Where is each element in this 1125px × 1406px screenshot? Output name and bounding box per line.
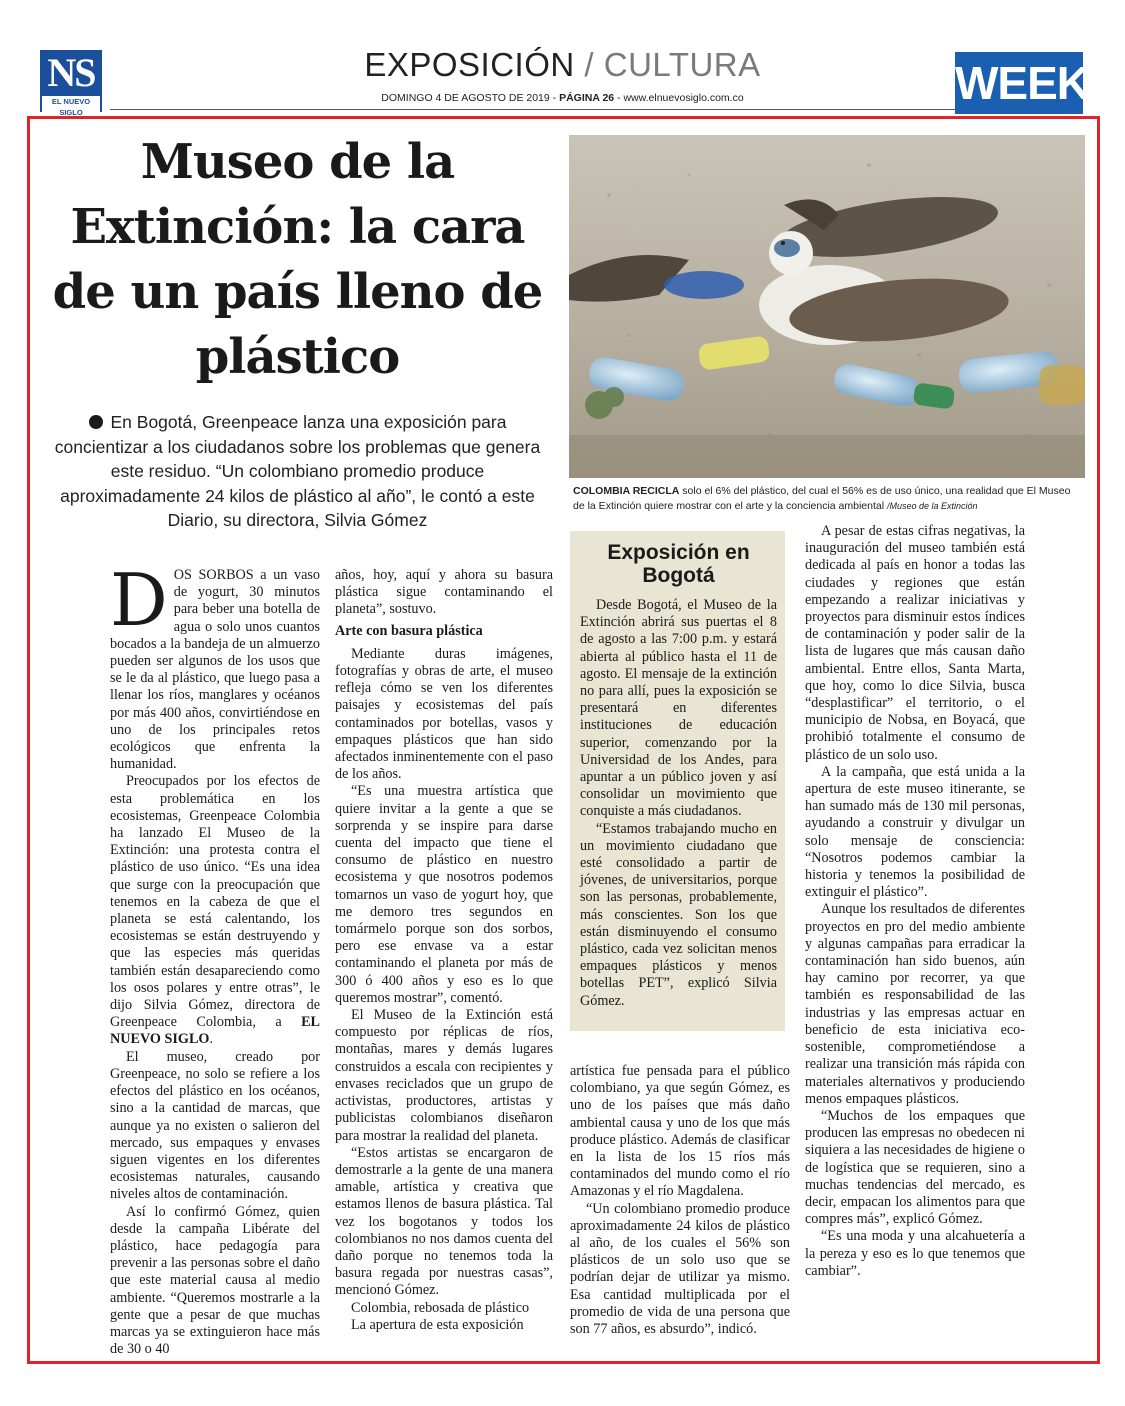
- paragraph-text: Preocupados por los efectos de esta problemática en los ecosistemas, Greenpeace Colombia ha lanzado El Museo de la Extinción: una protesta contra el plástico de uso único. “Es una idea que surge con la preocupación que tenemos en la cabeza de que el planeta se está calentando, los ecosistemas se están destruyendo y que las especies más queridas también están desapareciendo como los osos polares y entre otras”, le dijo Silvia Gómez, directora de Greenpeace Colombia, a: [110, 773, 320, 1031]
- sidebar-paragraph: “Estamos trabajando mucho en un movimiento ciudadano que esté consolidado a partir de jóvenes, de universitarios, porque son las personas, probablemente, más conscientes. Son los que están disminuyendo el consumo plástico, cada vez solicitan menos empaques plásticos y menos botellas PET”, explicó Silvia Gómez.: [580, 820, 777, 1009]
- logo-initials: NS: [47, 50, 95, 95]
- section-name: EXPOSICIÓN: [364, 46, 575, 83]
- dateline-page: PÁGINA 26: [559, 92, 615, 104]
- article-column-1: [110, 558, 320, 1358]
- sidebar-box: [570, 531, 785, 1031]
- body-paragraph: [110, 773, 320, 1048]
- sidebar-body: [580, 597, 777, 1010]
- article-column-3: [570, 1063, 790, 1353]
- body-paragraph: El museo, creado por Greenpeace, no solo se refiere a los efectos del plástico en los océanos, sino a la cantidad de marcas, que aunque ya no existen o salieron del mercado, sus empaques y envases siguen vigentes en los diferentes ecosistemas naturales, causando niveles altos de contaminación.: [110, 1048, 320, 1203]
- drop-cap: D: [110, 558, 168, 642]
- body-paragraph: “Es una muestra artística que quiere invitar a la gente a que se sorprenda y se inspire para darse cuenta del impacto que tiene el consumo de plástico en nuestro ecosistema y que nosotros podemos tomarnos un vaso de yogurt hoy, que me demoro tres segundos en tomármelo porque son dos sorbos, pero ese envase va a estar contaminando el planeta por más de 300 ó 400 años y eso es lo que queremos mostrar”, comentó.: [335, 783, 553, 1006]
- dateline: [230, 92, 895, 104]
- article-column-2: [335, 567, 553, 1347]
- bullet-icon: [89, 415, 103, 429]
- body-paragraph: artística fue pensada para el público colombiano, ya que según Gómez, es uno de los países que más daño ambiental causa y uno de los que más produce plástico. Además de clasificar en la lista de los 15 ríos más contaminados del mundo como el río Amazonas y el río Magdalena.: [570, 1063, 790, 1200]
- dateline-url: - www.elnuevosiglo.com.co: [614, 92, 744, 104]
- article-photo[interactable]: [569, 135, 1085, 478]
- body-paragraph: “Muchos de los empaques que producen las empresas no obedecen ni siquiera a las necesidades de higiene o de logística que se requieren, sino a muchas tendencias del mercado, es decir, empacan los alimentos para que compres más”, explicó Gómez.: [805, 1107, 1025, 1228]
- dateline-date: DOMINGO 4 DE AGOSTO DE 2019 -: [381, 92, 560, 104]
- photo-booby-bird-plastic-beach: [569, 135, 1085, 478]
- body-paragraph: “Estos artistas se encargaron de demostrarle a la gente de una manera amable, artística y creativa que estamos llenos de basura plástica. Tal vez los bogotanos y todos los colombianos no nos damos cuenta del daño porque no tenemos toda la basura regada por nuestras casas”, mencionó Gómez.: [335, 1144, 553, 1299]
- body-paragraph: A pesar de estas cifras negativas, la inauguración del museo también está dedicada al país en honor a todas las ciudades y regiones que están empezando a realizar iniciativas y proyectos para disminuir estos índices de contaminación y poder salir de la lista de lugares que más causan daño ambiental. Entre ellos, Santa Marta, que hoy, como lo dice Silvia, busca “desplastificar” el territorio, o el municipio de Nobsa, en Boyacá, que prohibió totalmente el consumo de plástico de un solo uso.: [805, 523, 1025, 763]
- week-logo[interactable]: WEEK: [955, 52, 1083, 114]
- article-column-4: [805, 523, 1025, 1353]
- paragraph-text: OS SORBOS a un vaso de yogurt, 30 minutos para beber una botella de agua o solo unos cuantos bocados a la bandeja de un almuerzo pueden ser algunos de los usos que se le da al plástico, que luego pasa a llenar los ríos, manglares y océanos por más 400 años, convirtiéndose en uno de los principales retos ecológicos que enfrenta la humanidad.: [110, 567, 320, 773]
- sidebar-title: Exposición en Bogotá: [607, 541, 750, 587]
- newspaper-name: EL NUEVO SIGLO: [110, 1014, 320, 1048]
- body-paragraph: años, hoy, aquí y ahora su basura plástica sigue contaminando el planeta”, sostuvo.: [335, 567, 553, 618]
- body-paragraph: A la campaña, que está unida a la apertura de este museo itinerante, se han sumado más de 130 mil personas, ayudando a construir y divulgar un solo mensaje de consciencia: “Nosotros podemos cambiar la historia y tenemos la posibilidad de extinguir el plástico”.: [805, 763, 1025, 901]
- body-paragraph: “Es una moda y una alcahuetería a la pereza y eso es lo que tenemos que cambiar”.: [805, 1228, 1025, 1279]
- body-paragraph: El Museo de la Extinción está compuesto por réplicas de ríos, montañas, mares y demás lugares construidos a escala con recipientes y envases reciclados que un grupo de activistas, productores, artistas y publicistas colombianos diseñaron para mostrar la realidad del planeta.: [335, 1007, 553, 1144]
- body-paragraph: Mediante duras imágenes, fotografías y obras de arte, el museo refleja cómo se ven los diferentes paisajes y ecosistemas del país contaminados por botellas, vasos y empaques plásticos que han sido afectados inminentemente con el paso de los años.: [335, 645, 553, 783]
- body-paragraph: La apertura de esta exposición: [351, 1316, 524, 1333]
- section-header: [230, 46, 895, 84]
- caption-lead: COLOMBIA RECICLA: [573, 485, 680, 497]
- sidebar-paragraph: Desde Bogotá, el Museo de la Extinción abrirá sus puertas el 8 de agosto a las 7:00 p.m. y estará abierta al público hasta el 11 de agosto. El mensaje de la extinción no para allí, pues la exposición se presentará en diferentes instituciones de educación superior, comenzando por la Universidad de los Andes, para apuntar a un público joven y así consolidar un movimiento que conquiste a más ciudadanos.: [580, 597, 777, 820]
- caption-text: solo el 6% del plástico, del cual el 56% es de uso único, una realidad que El Museo de la Extinción quiere mostrar con el arte y la conciencia ambiental: [573, 485, 1071, 512]
- paragraph-end: .: [209, 1031, 213, 1048]
- subheading: Arte con basura plástica: [335, 622, 483, 639]
- lede-text: En Bogotá, Greenpeace lanza una exposición para concientizar a los ciudadanos sobre los problemas que genera este residuo. “Un colombiano promedio produce aproximadamente 24 kilos de plástico al año”, le contó a este Diario, su directora, Silvia Gómez: [54, 412, 541, 530]
- body-paragraph: Aunque los resultados de diferentes proyectos en pro del medio ambiente y algunas campañas para erradicar la contaminación han sido buenos, aún hay camino por recorrer, ya que también es responsabilidad de las industrias y las empresas actuar en beneficio de esta iniciativa eco-sostenible, comprometiéndose a realizar una transición más rápida con materiales alternativos y produciendo menos empaques plásticos.: [805, 901, 1025, 1107]
- headline: Museo de la Extinción: la cara de un país lleno de plástico: [52, 134, 543, 385]
- lede: [45, 410, 550, 533]
- logo-subtext: EL NUEVO SIGLO: [42, 96, 100, 118]
- body-paragraph: [110, 558, 320, 773]
- header-rule: [110, 109, 955, 110]
- body-paragraph: “Un colombiano promedio produce aproximadamente 24 kilos de plástico al año, de los cuales el 56% son plásticos de un solo uso que se podrían dejar de utilizar ya mismo. Esa cantidad multiplicada por el promedio de vida de una persona que son 77 años, es absurdo”, indicó.: [570, 1200, 790, 1338]
- photo-caption: [573, 484, 1085, 514]
- body-paragraph: Así lo confirmó Gómez, quien desde la campaña Libérate del plástico, hace pedagogía para prevenir a las personas sobre el daño que este material causa al medio ambiente. “Queremos mostrarle a la gente que a pesar de que muchas marcas ya se extinguieron hace más de 30 o 40: [110, 1203, 320, 1358]
- subsection-name: CULTURA: [603, 46, 761, 83]
- section-separator: /: [574, 46, 604, 83]
- body-paragraph: Colombia, rebosada de plástico: [351, 1299, 530, 1316]
- el-nuevo-siglo-logo[interactable]: [40, 50, 102, 117]
- photo-credit: /Museo de la Extinción: [887, 501, 978, 511]
